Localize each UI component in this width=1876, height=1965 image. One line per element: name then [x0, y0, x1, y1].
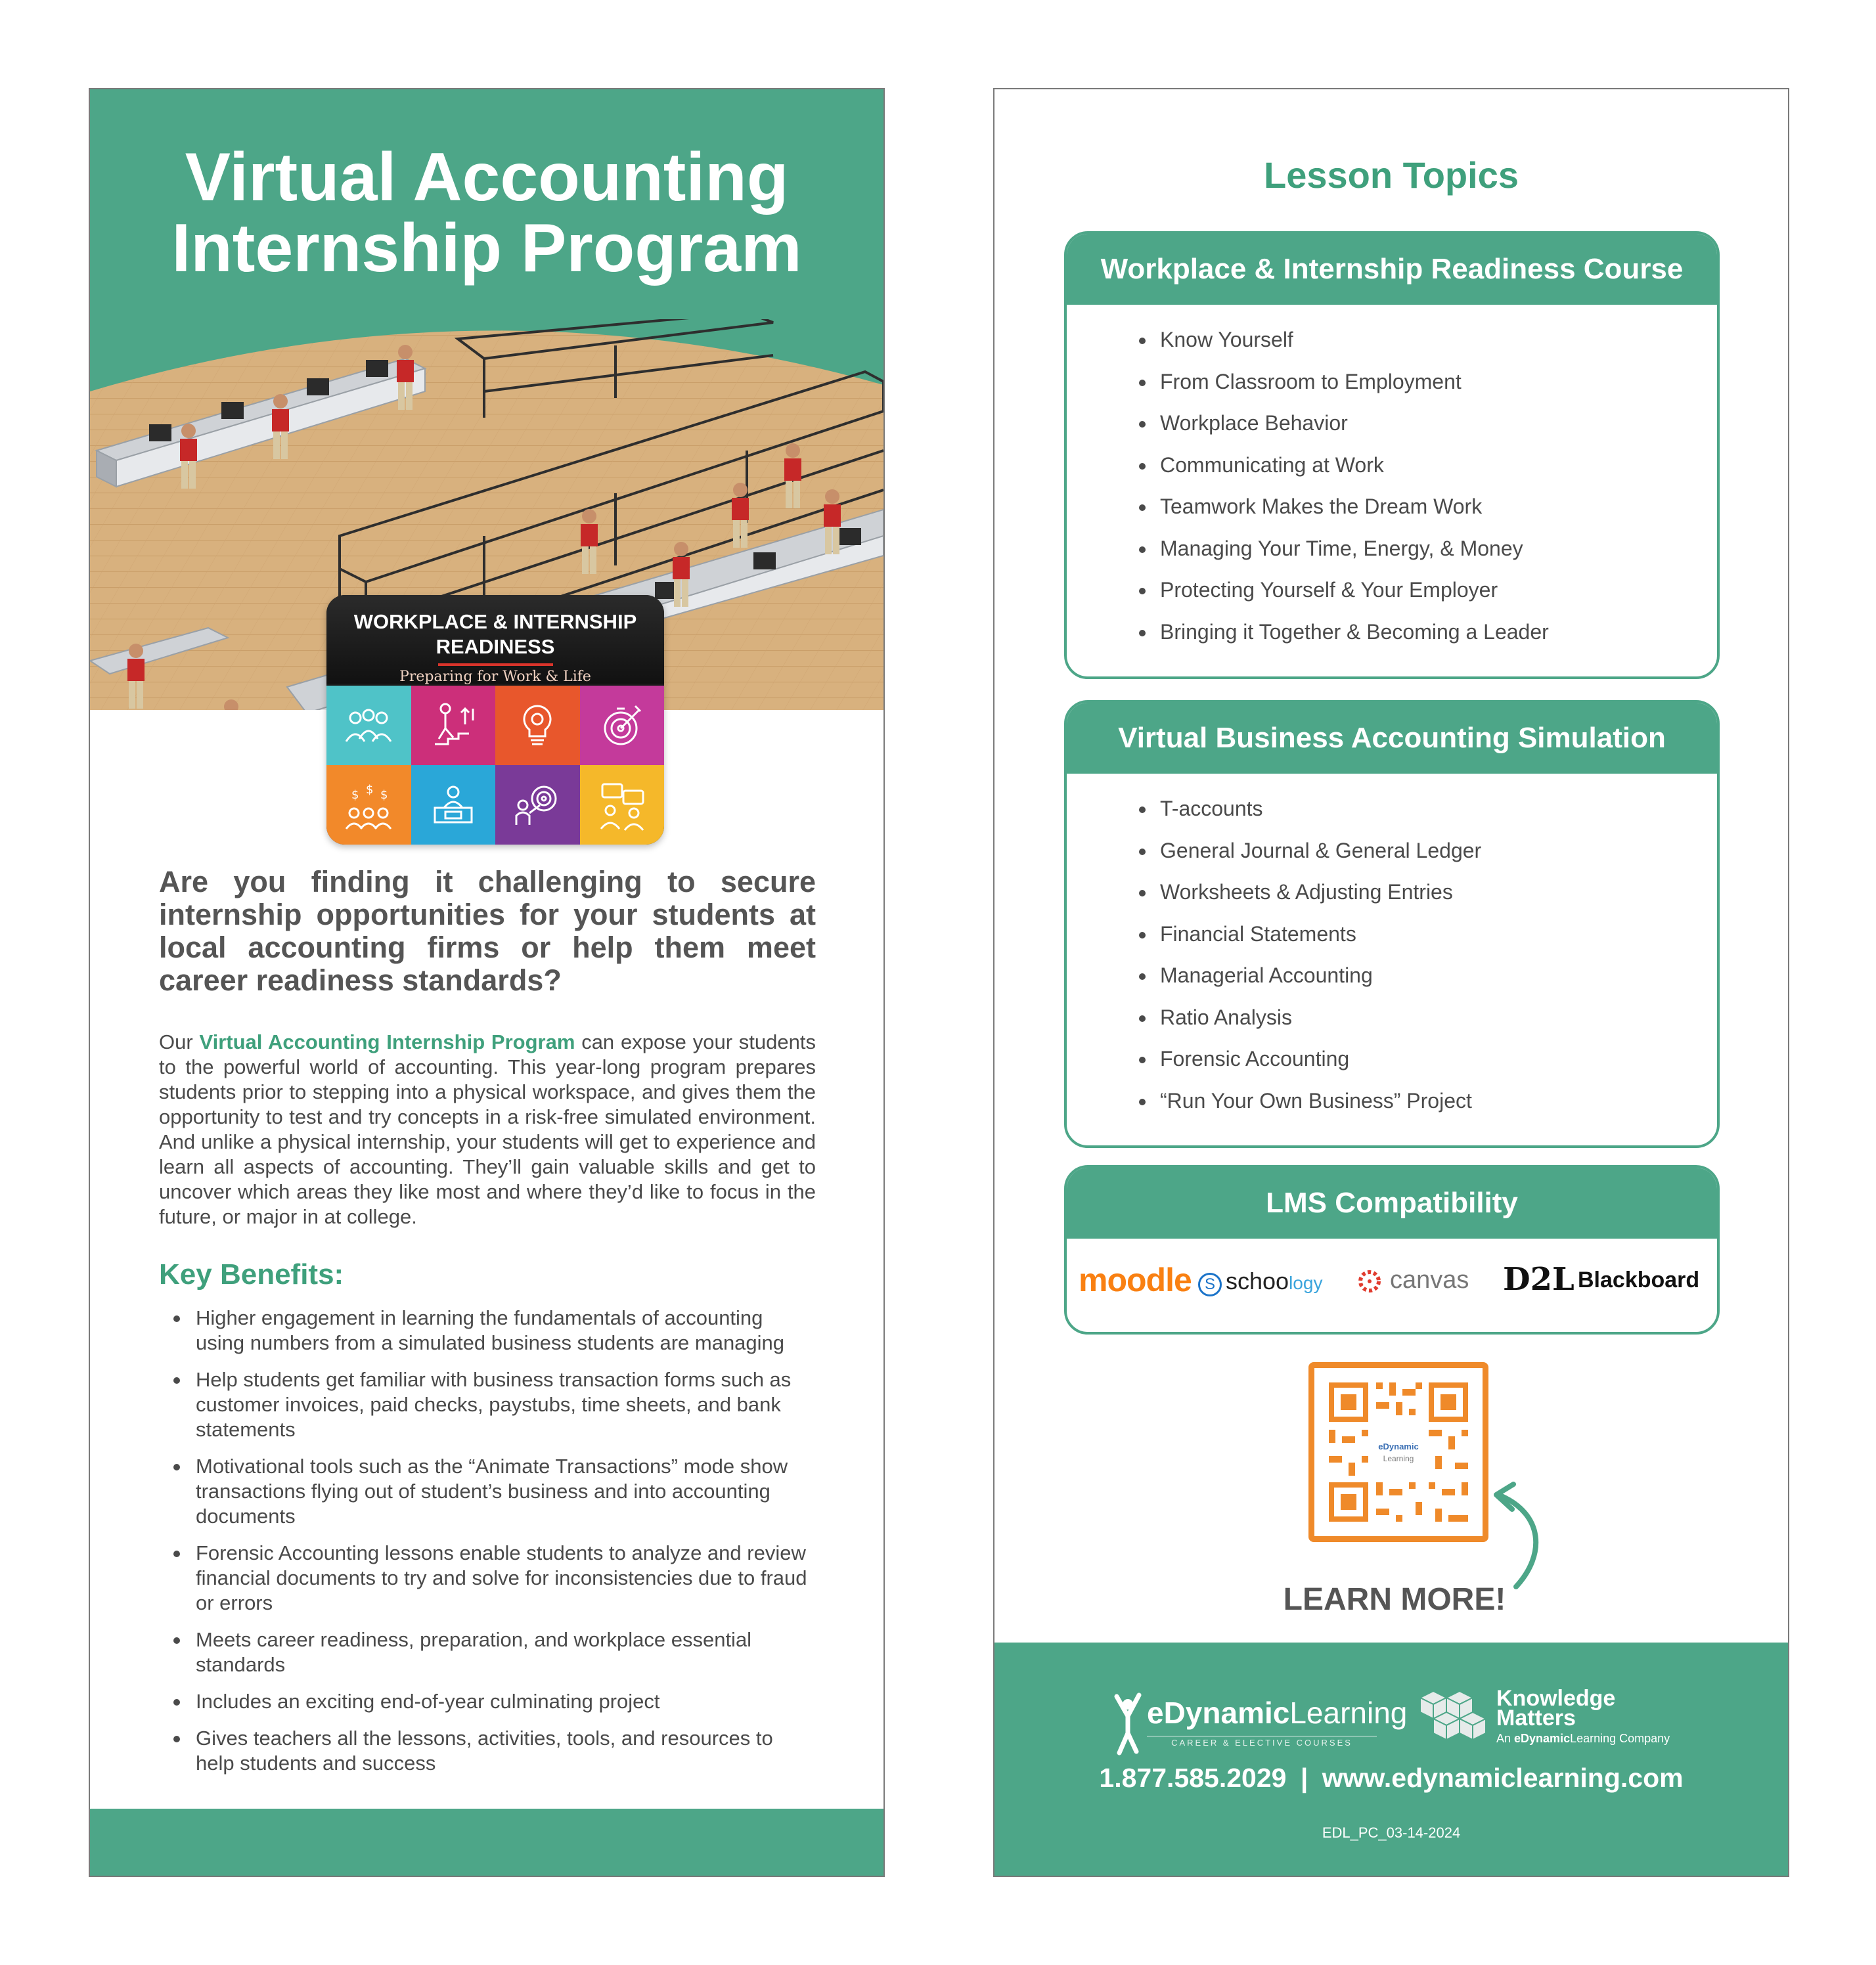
km-line-2: Matters: [1496, 1706, 1576, 1731]
svg-text:$: $: [366, 782, 374, 797]
schoology-text-b: logy: [1289, 1273, 1323, 1293]
moodle-logo: moodle: [1079, 1262, 1192, 1298]
brochure-front-panel: [89, 88, 885, 1877]
program-title: [90, 139, 883, 286]
topic-item: Ratio Analysis: [1139, 997, 1717, 1039]
title-line-1: Virtual Accounting: [185, 139, 789, 215]
course-badge: [326, 595, 664, 845]
course-title-workplace: Workplace & Internship Readiness Course: [1067, 234, 1717, 305]
topic-item: Protecting Yourself & Your Employer: [1139, 569, 1717, 611]
badge-subtitle: Preparing for Work & Life: [399, 669, 591, 685]
schoology-logo: [1198, 1268, 1322, 1296]
key-benefits-list: [159, 1306, 816, 1788]
blackboard-logo: Blackboard: [1578, 1268, 1700, 1292]
benefit-item: Higher engagement in learning the fundamentals of accounting using numbers from a simulated business students are managing: [159, 1306, 816, 1356]
document-code: EDL_PC_03-14-2024: [1322, 1824, 1461, 1841]
qr-pattern: [1314, 1368, 1483, 1536]
km-line-1: Knowledge: [1496, 1686, 1616, 1711]
topic-item: T-accounts: [1139, 788, 1717, 830]
badge-header: [326, 595, 664, 684]
topic-item: Worksheets & Adjusting Entries: [1139, 872, 1717, 914]
qr-center-label: eDynamic: [1378, 1442, 1419, 1451]
topic-item: Managing Your Time, Energy, & Money: [1139, 528, 1717, 570]
phone-number[interactable]: 1.877.585.2029: [1099, 1763, 1287, 1793]
qr-code[interactable]: [1308, 1362, 1488, 1542]
course-box-accounting: [1064, 700, 1720, 1148]
idea-bulb-icon: [495, 686, 580, 765]
edynamic-wordmark-b: Learning: [1289, 1696, 1408, 1730]
money-people-icon: [326, 765, 411, 845]
benefit-item: Motivational tools such as the “Animate Transactions” mode show transactions flying out of student’s business and into accounting documents: [159, 1454, 816, 1529]
lesson-topics-heading: Lesson Topics: [1264, 154, 1519, 196]
topic-item: General Journal & General Ledger: [1139, 830, 1717, 872]
topic-item: Managerial Accounting: [1139, 955, 1717, 997]
edynamic-learning-logo: [1110, 1690, 1408, 1755]
lms-title: LMS Compatibility: [1067, 1168, 1717, 1239]
desk-worker-icon: [411, 765, 496, 845]
badge-title: [326, 609, 664, 659]
course-box-workplace: [1064, 231, 1720, 679]
leaping-figure-icon: [1110, 1690, 1146, 1755]
conversation-icon: [580, 765, 665, 845]
course-title-accounting: Virtual Business Accounting Simulation: [1067, 703, 1717, 774]
benefit-item: Meets career readiness, preparation, and workplace essential standards: [159, 1627, 816, 1677]
lms-compatibility-box: [1064, 1165, 1720, 1335]
knowledge-matters-wordmark: [1496, 1686, 1616, 1731]
badge-icon-grid: [326, 686, 664, 845]
intro-prefix: Our: [159, 1030, 200, 1053]
topic-list-workplace: [1067, 305, 1717, 653]
topic-item: Communicating at Work: [1139, 445, 1717, 487]
topic-list-accounting: [1067, 774, 1717, 1122]
intro-body: can expose your students to the powerful world of accounting. This year-long program prepares students prior to stepping into a physical workspace, and gives them the opportunity to test and try concepts in a risk-free simulated environment. And unlike a physical internship, your students will get to experience and learn all aspects of accounting. They’ll gain valuable skills and get to uncover which areas they like most and where they’d like to focus in the future, or major in at college.: [159, 1030, 816, 1228]
edynamic-tagline: CAREER & ELECTIVE COURSES: [1147, 1736, 1377, 1748]
topic-item: “Run Your Own Business” Project: [1139, 1080, 1717, 1122]
team-icon: [326, 686, 411, 765]
benefit-item: Includes an exciting end-of-year culminating project: [159, 1689, 816, 1714]
canvas-text: canvas: [1390, 1266, 1469, 1294]
front-footer-bar: [90, 1809, 883, 1877]
key-benefits-heading: Key Benefits:: [159, 1258, 344, 1291]
d2l-logo: D2L: [1503, 1261, 1574, 1298]
badge-title-line-1: WORKPLACE & INTERNSHIP: [353, 610, 637, 633]
topic-item: Forensic Accounting: [1139, 1038, 1717, 1080]
badge-title-line-2: READINESS: [436, 635, 555, 658]
topic-item: Financial Statements: [1139, 914, 1717, 956]
intro-paragraph: [159, 1030, 816, 1229]
title-line-2: Internship Program: [171, 210, 802, 286]
website-link[interactable]: www.edynamiclearning.com: [1322, 1763, 1684, 1793]
learn-more-label[interactable]: LEARN MORE!: [1283, 1582, 1506, 1617]
badge-rule: [438, 663, 553, 666]
contact-line: [994, 1763, 1788, 1794]
lms-logo-row: [1067, 1239, 1717, 1331]
intro-question: Are you finding it challenging to secure internship opportunities for your students at local accounting firms or help them meet career readiness standards?: [159, 865, 816, 997]
km-tagline-c: Learning Company: [1570, 1732, 1670, 1745]
topic-item: From Classroom to Employment: [1139, 361, 1717, 403]
benefit-item: Gives teachers all the lessons, activities, tools, and resources to help students and success: [159, 1726, 816, 1776]
km-tagline-a: An: [1496, 1732, 1515, 1745]
schoology-text-a: schoo: [1226, 1268, 1289, 1294]
knowledge-matters-logo: [1412, 1685, 1688, 1757]
topic-item: Workplace Behavior: [1139, 403, 1717, 445]
benefit-item: Forensic Accounting lessons enable students to analyze and review financial documents to try and solve for inconsistencies due to fraud or errors: [159, 1541, 816, 1616]
edynamic-wordmark: [1147, 1695, 1407, 1731]
topic-item: Bringing it Together & Becoming a Leader: [1139, 611, 1717, 653]
target-stopwatch-icon: [580, 686, 665, 765]
topic-item: Know Yourself: [1139, 319, 1717, 361]
cubes-icon: [1412, 1687, 1496, 1753]
edynamic-wordmark-a: eDynamic: [1147, 1696, 1290, 1730]
svg-text:$: $: [380, 787, 388, 802]
contact-separator: |: [1300, 1763, 1308, 1793]
km-tagline-b: eDynamic: [1514, 1732, 1571, 1745]
presenter-target-icon: [495, 765, 580, 845]
brochure-back-panel: [993, 88, 1789, 1877]
program-name-highlight: Virtual Accounting Internship Program: [199, 1030, 575, 1053]
qr-center-sub: Learning: [1383, 1454, 1414, 1463]
schoology-icon: S: [1198, 1273, 1222, 1296]
canvas-icon: [1354, 1266, 1385, 1296]
km-tagline: [1496, 1732, 1670, 1746]
growth-stairs-icon: [411, 686, 496, 765]
svg-text:$: $: [351, 787, 359, 802]
topic-item: Teamwork Makes the Dream Work: [1139, 486, 1717, 528]
benefit-item: Help students get familiar with business transaction forms such as customer invoices, paid checks, paystubs, time sheets, and bank statements: [159, 1367, 816, 1442]
canvas-logo: [1354, 1266, 1469, 1296]
